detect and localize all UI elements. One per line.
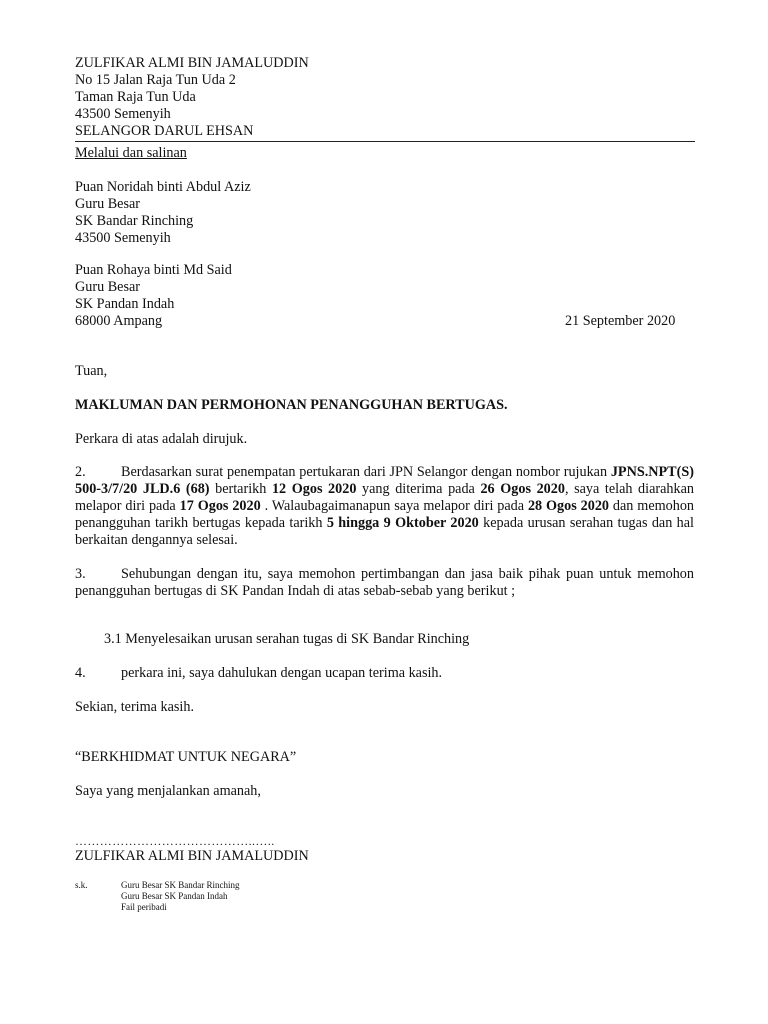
list-item-3-1: 3.1 Menyelesaikan urusan serahan tugas di SK Bandar Rinching [104, 631, 470, 647]
reference-line: Perkara di atas adalah dirujuk. [75, 431, 248, 447]
via-heading: Melalui dan salinan [75, 145, 187, 161]
paragraph-text: dan memohon penangguhan tarikh bertugas kepada tarikh [75, 498, 695, 531]
sender-address-line: No 15 Jalan Raja Tun Uda 2 [75, 72, 236, 88]
sender-address-line: SELANGOR DARUL EHSAN [75, 123, 254, 139]
recipient2-line: SK Pandan Indah [75, 296, 175, 312]
header-divider [75, 141, 695, 142]
closing-line: Sekian, terima kasih. [75, 699, 194, 715]
paragraph-text: kepada urusan serahan tugas dan hal berkaitan dengannya selesai. [75, 515, 694, 548]
paragraph-text: Berdasarkan surat penempatan pertukaran dari JPN Selangor dengan nombor rujukan [121, 464, 611, 480]
recipient1-line: Puan Noridah binti Abdul Aziz [75, 179, 251, 195]
paragraph-text: perkara ini, saya dahulukan dengan ucapan terima kasih. [121, 665, 443, 681]
paragraph-number: 4. [75, 665, 86, 681]
cc-item: Fail peribadi [121, 902, 167, 912]
sender-name: ZULFIKAR ALMI BIN JAMALUDDIN [75, 55, 309, 71]
recipient2-line: Puan Rohaya binti Md Said [75, 262, 232, 278]
cc-item: Guru Besar SK Pandan Indah [121, 891, 228, 901]
bold-date: 12 Ogos 2020 [271, 481, 357, 497]
reference-number: JPNS.NPT(S) 500-3/7/20 JLD.6 (68) [75, 464, 694, 497]
paragraph-number: 2. [75, 464, 86, 480]
cc-list [121, 880, 239, 913]
paragraph-text: . Walaubagaimanapun saya melapor diri pada [260, 498, 528, 514]
sender-address-line: Taman Raja Tun Uda [75, 89, 196, 105]
paragraph-4 [75, 665, 442, 682]
recipient2-line: 68000 Ampang [75, 313, 163, 329]
bold-date: 28 Ogos 2020 [527, 498, 610, 514]
bold-date: 17 Ogos 2020 [179, 498, 261, 514]
sign-off: Saya yang menjalankan amanah, [75, 783, 261, 799]
bold-date: 26 Ogos 2020 [480, 481, 565, 497]
recipient1-line: Guru Besar [75, 196, 141, 212]
sender-address-line: 43500 Semenyih [75, 106, 171, 122]
paragraph-3 [75, 566, 694, 600]
recipient1-line: SK Bandar Rinching [75, 213, 194, 229]
paragraph-number: 3. [75, 566, 86, 582]
paragraph-text: bertarikh [209, 481, 272, 497]
paragraph-text: Sehubungan dengan itu, saya memohon pertimbangan dan jasa baik pihak puan untuk memohon penangguhan bertugas di SK Pandan Indah di atas sebab-sebab yang berikut ; [75, 566, 694, 599]
bold-date: 5 hingga 9 Oktober 2020 [326, 515, 479, 531]
salutation: Tuan, [75, 363, 108, 379]
paragraph-text: yang diterima pada [356, 481, 481, 497]
letter-date: 21 September 2020 [565, 313, 676, 329]
motto: “BERKHIDMAT UNTUK NEGARA” [75, 749, 297, 765]
cc-item: Guru Besar SK Bandar Rinching [121, 880, 240, 890]
subject-heading: MAKLUMAN DAN PERMOHONAN PENANGGUHAN BERTUGAS. [75, 397, 508, 413]
cc-label: s.k. [75, 880, 88, 890]
paragraph-text: , saya telah diarahkan melapor diri pada [75, 481, 694, 514]
signature-line: ……………………………………..….. [75, 834, 275, 848]
recipient1-line: 43500 Semenyih [75, 230, 171, 246]
paragraph-2 [75, 464, 694, 549]
recipient2-line: Guru Besar [75, 279, 141, 295]
signature-name: ZULFIKAR ALMI BIN JAMALUDDIN [75, 848, 309, 864]
